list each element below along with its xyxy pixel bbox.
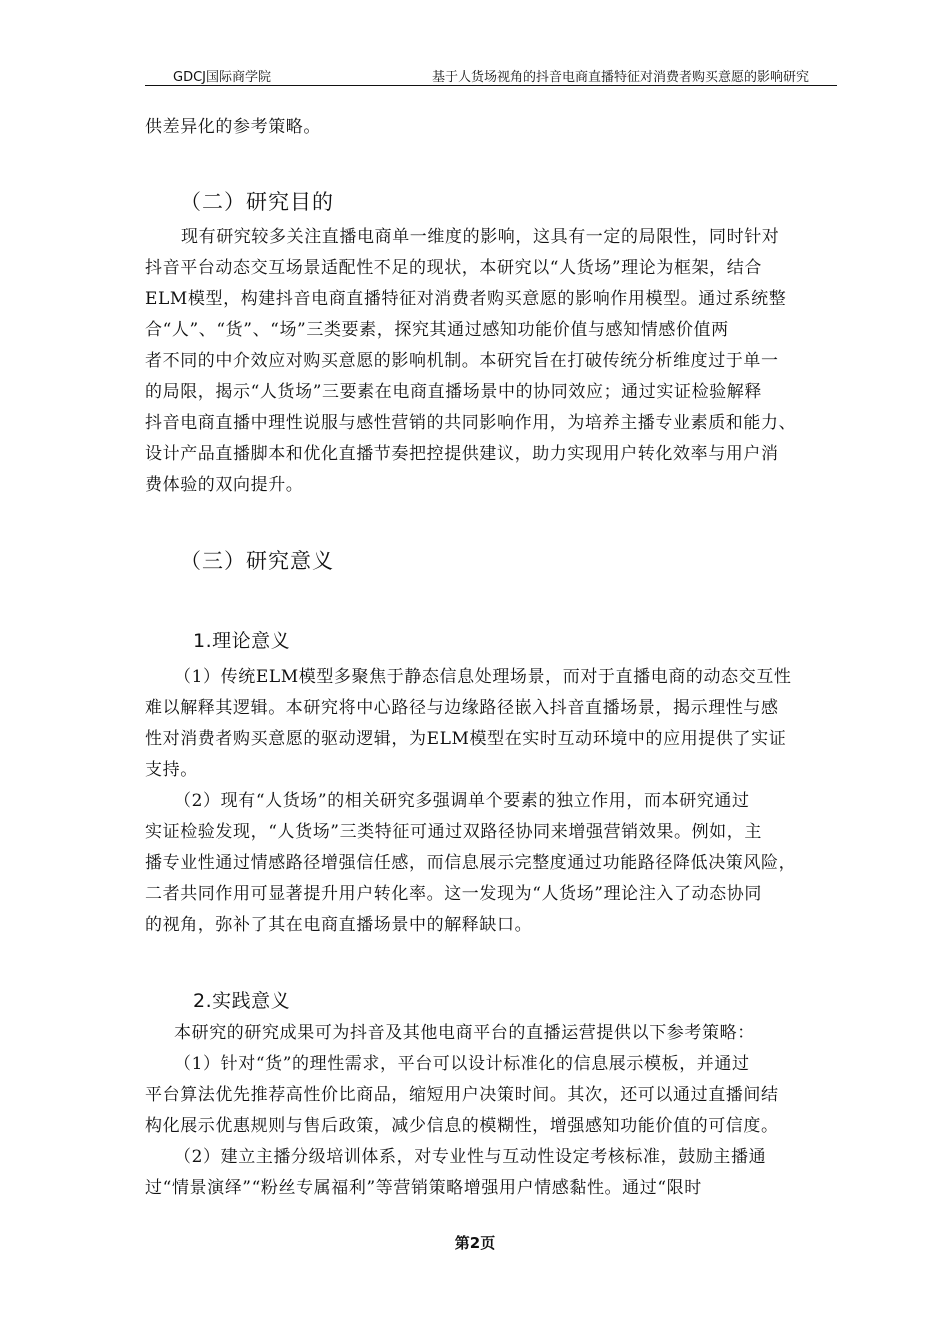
section2-line: ELM模型，构建抖音电商直播特征对消费者购买意愿的影响作用模型。通过系统整: [145, 289, 787, 309]
page-number: 第2页: [454, 1234, 496, 1252]
practice-paragraph-2: [145, 1142, 845, 1204]
section2-line: 设计产品直播脚本和优化直播节奏把控提供建议，助力实现用户转化效率与用户消: [145, 444, 779, 464]
practice-line: 过“情景演绎”“粉丝专属福利”等营销策略增强用户情感黏性。通过“限时: [145, 1178, 702, 1198]
header-rule: [145, 85, 837, 86]
section2-heading: （二）研究目的: [180, 190, 334, 214]
theory-paragraph-2: [145, 786, 845, 941]
practice-line: 本研究的研究成果可为抖音及其他电商平台的直播运营提供以下参考策略：: [174, 1023, 755, 1043]
intro-paragraph: [145, 112, 845, 143]
subsection-practice-heading: 2.实践意义: [193, 990, 291, 1012]
practice-paragraph-0: [145, 1018, 845, 1049]
theory-line: 播专业性通过情感路径增强信任感，而信息展示完整度通过功能路径降低决策风险，: [145, 853, 797, 873]
practice-paragraph-1: [145, 1049, 845, 1142]
section2-line: 现有研究较多关注直播电商单一维度的影响，这具有一定的局限性，同时针对: [181, 227, 780, 247]
section2-line: 的局限，揭示“人货场”三要素在电商直播场景中的协同效应；通过实证检验解释: [145, 382, 762, 402]
theory-line: 实证检验发现，“人货场”三类特征可通过双路径协同来增强营销效果。例如，主: [145, 822, 762, 842]
practice-line: （2）建立主播分级培训体系，对专业性与互动性设定考核标准，鼓励主播通: [174, 1147, 767, 1167]
section2-line: 抖音平台动态交互场景适配性不足的现状，本研究以“人货场”理论为框架，结合: [145, 258, 762, 278]
theory-line: 二者共同作用可显著提升用户转化率。这一发现为“人货场”理论注入了动态协同: [145, 884, 762, 904]
intro-line: 供差异化的参考策略。: [145, 117, 321, 137]
section3-heading: （三）研究意义: [180, 549, 334, 573]
section2-line: 费体验的双向提升。: [145, 475, 304, 495]
section2-line: 者不同的中介效应对购买意愿的影响机制。本研究旨在打破传统分析维度过于单一: [145, 351, 779, 371]
header-institution: GDCJ国际商学院: [173, 70, 271, 85]
theory-line: 难以解释其逻辑。本研究将中心路径与边缘路径嵌入抖音直播场景，揭示理性与感: [145, 698, 779, 718]
page-header: [145, 66, 837, 86]
theory-line: 的视角，弥补了其在电商直播场景中的解释缺口。: [145, 915, 533, 935]
practice-line: 构化展示优惠规则与售后政策，减少信息的模糊性，增强感知功能价值的可信度。: [145, 1116, 779, 1136]
section2-paragraph: [145, 222, 845, 501]
theory-line: （1）传统ELM模型多聚焦于静态信息处理场景，而对于直播电商的动态交互性: [174, 667, 792, 687]
section2-line: 抖音电商直播中理性说服与感性营销的共同影响作用，为培养主播专业素质和能力、: [145, 413, 797, 433]
practice-line: （1）针对“货”的理性需求，平台可以设计标准化的信息展示模板，并通过: [174, 1054, 750, 1074]
theory-paragraph-1: [145, 662, 845, 786]
theory-line: 性对消费者购买意愿的驱动逻辑，为ELM模型在实时互动环境中的应用提供了实证: [145, 729, 787, 749]
theory-line: 支持。: [145, 760, 198, 780]
header-paper-title: 基于人货场视角的抖音电商直播特征对消费者购买意愿的影响研究: [431, 70, 809, 85]
section2-line: 合“人”、“货”、“场”三类要素，探究其通过感知功能价值与感知情感价值两: [145, 320, 729, 340]
theory-line: （2）现有“人货场”的相关研究多强调单个要素的独立作用，而本研究通过: [174, 791, 750, 811]
subsection-theory-heading: 1.理论意义: [193, 630, 291, 652]
practice-line: 平台算法优先推荐高性价比商品，缩短用户决策时间。其次，还可以通过直播间结: [145, 1085, 779, 1105]
